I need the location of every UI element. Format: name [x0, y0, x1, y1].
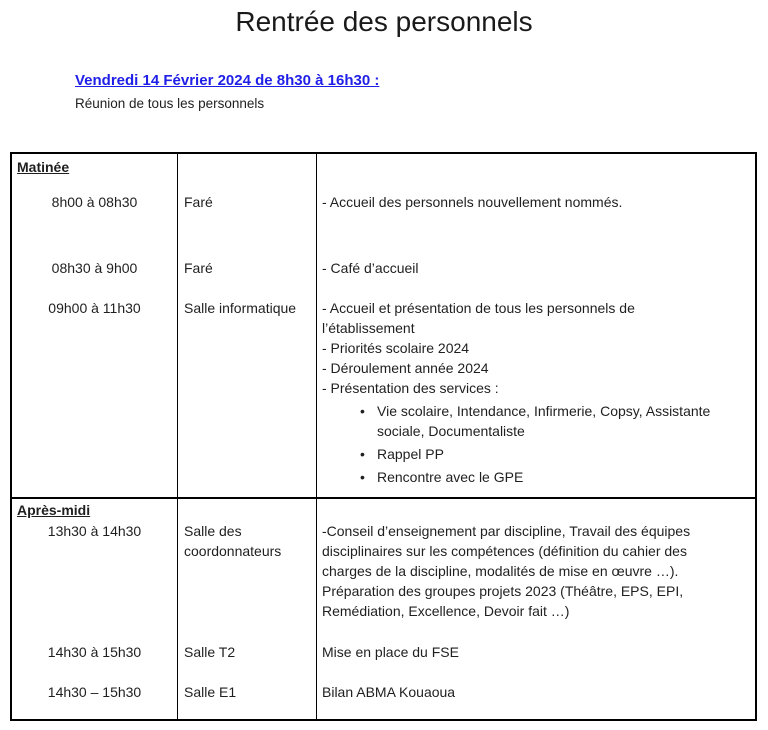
bullet-icon: •: [360, 446, 365, 462]
activity-cell: Mise en place du FSE: [322, 644, 459, 660]
page-title: Rentrée des personnels: [235, 6, 533, 37]
time-cell: 09h00 à 11h30: [12, 298, 178, 497]
activity-lines: - Accueil et présentation de tous les personnels de l’établissement - Priorités scolaire 2024 - Déroulement année 2024 - Présentation des services :: [322, 300, 635, 396]
intro-block: [75, 72, 379, 111]
activity-cell: - Accueil des personnels nouvellement nommés.: [322, 194, 623, 210]
bullet-item: [360, 444, 755, 464]
empty-cell: [317, 154, 755, 192]
bullet-icon: •: [360, 469, 365, 485]
bullet-text: Rencontre avec le GPE: [377, 469, 524, 485]
section-header-morning: Matinée: [12, 154, 178, 192]
time-cell: 13h30 à 14h30: [12, 521, 178, 642]
section-morning: [12, 154, 755, 497]
time-cell: 14h30 – 15h30: [12, 682, 178, 719]
empty-cell: [317, 499, 755, 521]
bullet-text: Rappel PP: [377, 446, 444, 462]
location-cell: Salle des coordonnateurs: [178, 521, 317, 642]
activity-cell: [317, 298, 755, 497]
activity-cell: Bilan ABMA Kouaoua: [322, 684, 456, 700]
time-cell: 14h30 à 15h30: [12, 642, 178, 682]
activity-cell: - Café d’accueil: [322, 260, 419, 276]
location-cell: Salle T2: [178, 642, 317, 682]
bullet-item: [360, 467, 755, 487]
activity-cell: -Conseil d’enseignement par discipline, Travail des équipes disciplinaires sur les compétences (définition du cahier des charges de la discipline, modalités de mise en œuvre …). Préparation des groupes projets 2023 (Théâtre, EPS, EPI, Remédiation, Excellence, Devoir fait …): [322, 523, 691, 619]
schedule-table: [10, 152, 757, 721]
bullet-icon: •: [360, 403, 365, 419]
event-description: Réunion de tous les personnels: [75, 96, 265, 111]
event-date-heading: Vendredi 14 Février 2024 de 8h30 à 16h30 :: [75, 72, 380, 89]
location-cell: Salle informatique: [178, 298, 317, 497]
time-cell: 08h30 à 9h00: [12, 258, 178, 298]
location-cell: Salle E1: [178, 682, 317, 719]
section-afternoon: [12, 497, 755, 719]
empty-cell: [178, 499, 317, 521]
bullet-text: Vie scolaire, Intendance, Infirmerie, Copsy, Assistante sociale, Documentaliste: [377, 403, 711, 439]
location-cell: Faré: [178, 192, 317, 258]
empty-cell: [178, 154, 317, 192]
bullet-item: [360, 401, 755, 441]
time-cell: 8h00 à 08h30: [12, 192, 178, 258]
section-header-afternoon: Après-midi: [12, 499, 178, 521]
location-cell: Faré: [178, 258, 317, 298]
